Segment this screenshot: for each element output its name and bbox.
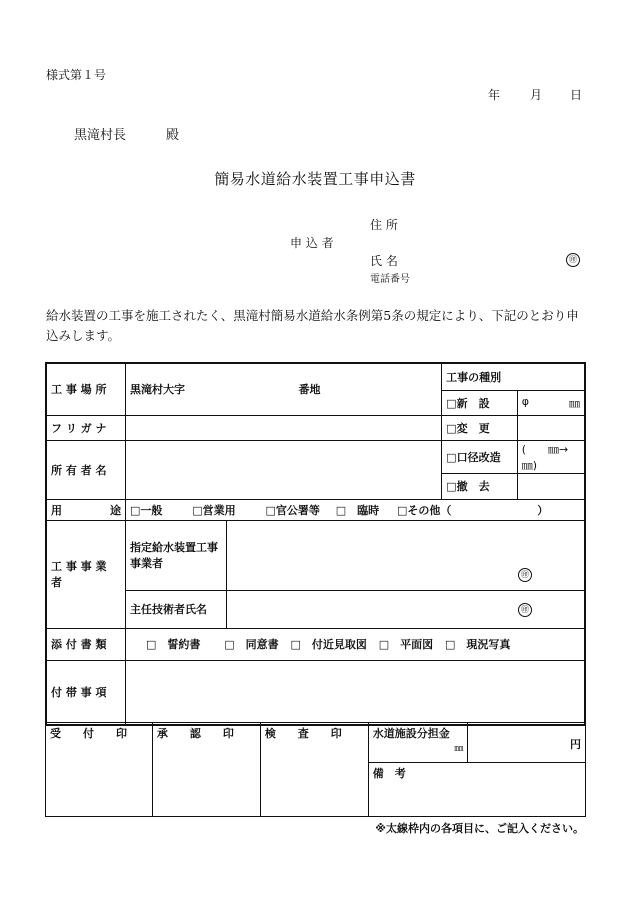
usage-temporary[interactable]: □ 臨時	[335, 503, 380, 517]
form-number: 様式第１号	[46, 68, 107, 82]
charge-field[interactable]	[468, 723, 586, 763]
site-lot: 番地	[298, 383, 321, 397]
contractor-label: 工 事 事 業 者	[46, 520, 126, 628]
date-day: 日	[570, 88, 583, 102]
designated-label: 指定給水装置工事事業者	[126, 520, 227, 590]
receipt-table	[45, 722, 586, 817]
owner-field[interactable]	[126, 440, 442, 499]
notes-field[interactable]	[368, 763, 585, 817]
work-type-new[interactable]: □新 設	[442, 390, 518, 415]
work-type-resize[interactable]: □口径改造	[442, 440, 518, 473]
inspected-stamp: 検 査 印	[260, 723, 368, 817]
address-label: 住 所	[370, 218, 398, 232]
usage-commercial[interactable]: □営業用	[192, 503, 236, 517]
attachment-map[interactable]: □ 付近見取図	[290, 638, 367, 651]
attachment-consent[interactable]: □ 同意書	[224, 638, 279, 651]
attachments-label: 添 付 書 類	[46, 628, 126, 660]
name-label: 氏 名	[370, 254, 398, 268]
addressee-name: 黒滝村長	[74, 128, 127, 143]
seal-icon: ㊞	[566, 253, 580, 267]
received-stamp: 受 付 印	[46, 723, 153, 817]
furigana-field[interactable]	[126, 415, 442, 440]
phone-label: 電話番号	[370, 274, 410, 285]
date-month: 月	[530, 88, 543, 102]
work-type-removal[interactable]: □撤 去	[442, 473, 518, 499]
owner-label: 所 有 者 名	[46, 440, 126, 499]
notes-label: 備 考	[372, 767, 406, 780]
resize-field[interactable]: ( ㎜→ ㎜)	[517, 440, 585, 473]
remarks-label: 付 帯 事 項	[46, 660, 126, 725]
approved-stamp: 承 認 印	[152, 723, 260, 817]
site-label: 工 事 場 所	[46, 363, 126, 415]
designated-field[interactable]	[226, 520, 585, 590]
diameter-symbol: φ	[521, 394, 529, 408]
removal-field[interactable]	[517, 473, 585, 499]
diameter-field[interactable]	[517, 390, 585, 415]
attachments-options[interactable]	[126, 628, 585, 660]
usage-public[interactable]: □官公署等	[265, 503, 320, 517]
site-village: 黒滝村大字	[130, 383, 186, 397]
usage-label: 用 途	[46, 499, 126, 520]
addressee-suffix: 殿	[166, 128, 180, 143]
application-table	[45, 362, 591, 726]
charge-unit-mm: ㎜	[454, 744, 464, 754]
applicant-label: 申 込 者	[290, 236, 334, 250]
diameter-unit: ㎜	[569, 396, 580, 410]
seal-icon: ㊞	[518, 568, 532, 582]
charge-unit-yen: 円	[570, 737, 581, 751]
date-year: 年	[488, 88, 501, 102]
site-field[interactable]	[126, 363, 442, 415]
furigana-label: フ リ ガ ナ	[46, 415, 126, 440]
change-field[interactable]	[517, 415, 585, 440]
engineer-field[interactable]	[226, 590, 585, 628]
body-text: 給水装置の工事を施工されたく、黒滝村簡易水道給水条例第5条の規定により、下記のとおり申込みします。	[46, 308, 579, 343]
work-type-change[interactable]: □変 更	[442, 415, 518, 440]
attachment-photo[interactable]: □ 現況写真	[445, 638, 511, 651]
usage-options[interactable]	[126, 499, 585, 520]
attachment-plan[interactable]: □ 平面図	[378, 638, 434, 651]
usage-other-close: ）	[537, 503, 549, 517]
usage-other[interactable]: □その他（	[397, 503, 452, 517]
work-type-label: 工事の種別	[442, 363, 585, 390]
attachment-pledge[interactable]: □ 誓約書	[146, 638, 201, 651]
seal-icon: ㊞	[518, 603, 532, 617]
charge-label: 水道施設分担金 ㎜	[368, 723, 468, 763]
remarks-field[interactable]	[126, 660, 585, 725]
footer-note: ※太線枠内の各項目に、ご記入ください。	[375, 822, 584, 835]
usage-general[interactable]: □一般	[130, 503, 163, 517]
document-title: 簡易水道給水装置工事申込書	[214, 170, 416, 188]
engineer-label: 主任技術者氏名	[126, 590, 227, 628]
